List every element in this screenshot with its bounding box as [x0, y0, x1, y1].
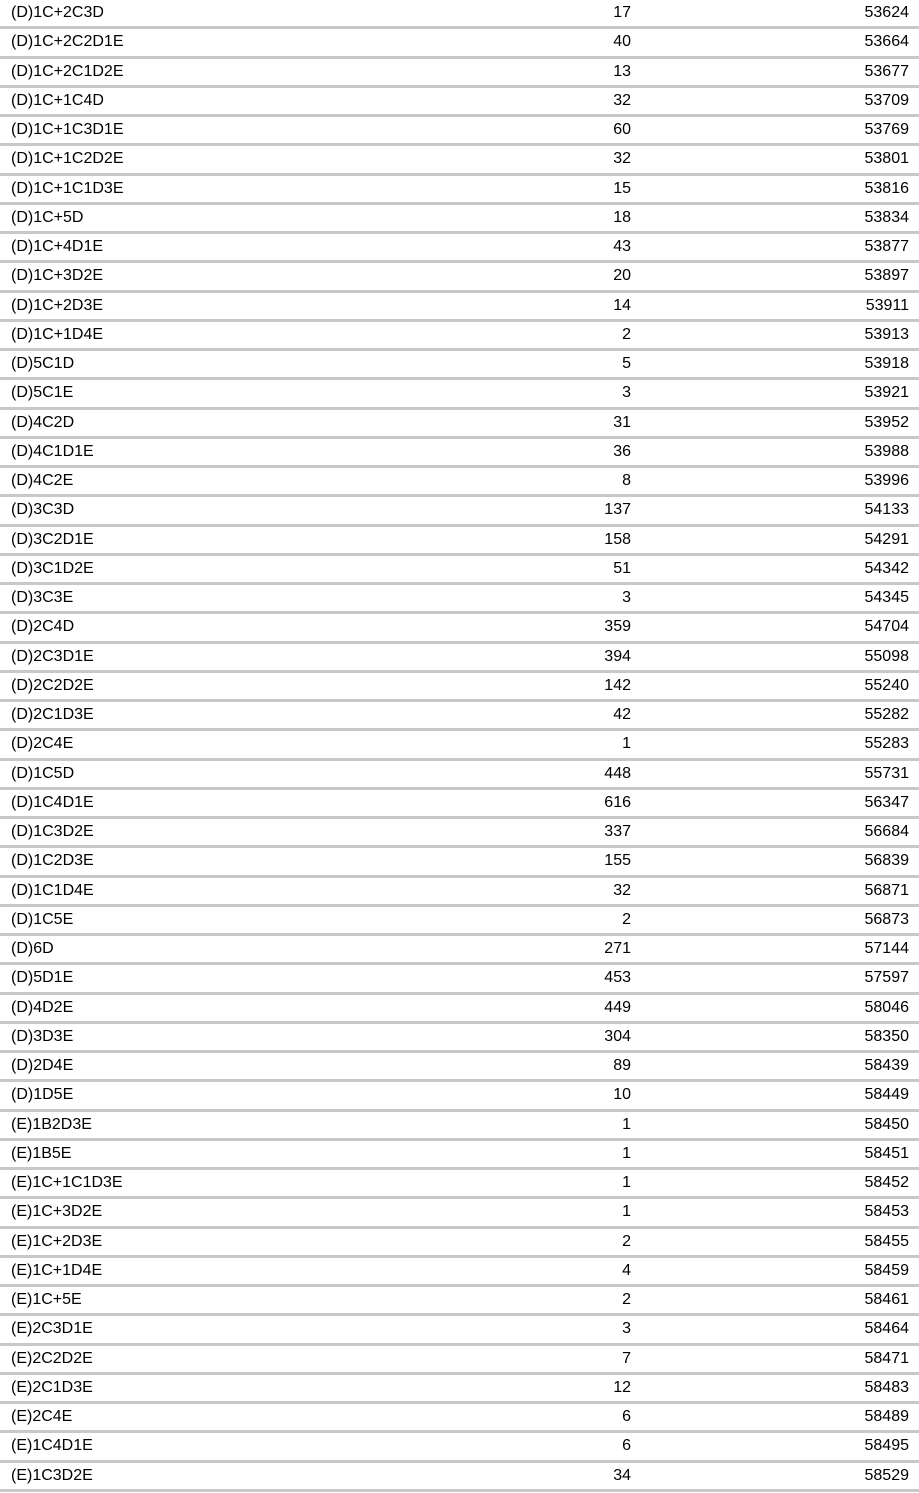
- row-count: 449: [531, 993, 631, 1022]
- row-name: (E)1B2D3E: [0, 1110, 531, 1139]
- table-row: [0, 1139, 919, 1168]
- row-name: (D)3C3E: [0, 584, 531, 613]
- row-cumulative: 58439: [631, 1052, 919, 1081]
- row-count: 34: [531, 1461, 631, 1490]
- row-cumulative: 53816: [631, 174, 919, 203]
- row-name: (D)2C1D3E: [0, 701, 531, 730]
- row-name: (E)1C+5E: [0, 1286, 531, 1315]
- table-row: [0, 1022, 919, 1051]
- row-count: 1: [531, 1139, 631, 1168]
- row-count: 1: [531, 1169, 631, 1198]
- row-count: 155: [531, 847, 631, 876]
- row-name: (D)1C+1C3D1E: [0, 116, 531, 145]
- row-cumulative: 53677: [631, 57, 919, 86]
- table-row: [0, 203, 919, 232]
- table-row: [0, 730, 919, 759]
- row-cumulative: 53877: [631, 233, 919, 262]
- table-row: [0, 262, 919, 291]
- row-cumulative: 54342: [631, 554, 919, 583]
- row-name: (D)1C2D3E: [0, 847, 531, 876]
- row-count: 8: [531, 467, 631, 496]
- row-count: 1: [531, 1110, 631, 1139]
- row-count: 1: [531, 730, 631, 759]
- row-cumulative: 58453: [631, 1198, 919, 1227]
- row-count: 359: [531, 613, 631, 642]
- row-count: 304: [531, 1022, 631, 1051]
- row-name: (D)1C4D1E: [0, 788, 531, 817]
- row-cumulative: 53996: [631, 467, 919, 496]
- table-row: [0, 701, 919, 730]
- row-name: (E)1C3D2E: [0, 1461, 531, 1490]
- row-name: (D)1C+2C1D2E: [0, 57, 531, 86]
- table-row: [0, 993, 919, 1022]
- table-row: [0, 1403, 919, 1432]
- row-name: (D)1C+4D1E: [0, 233, 531, 262]
- row-cumulative: 54345: [631, 584, 919, 613]
- row-name: (D)3C2D1E: [0, 525, 531, 554]
- table-row: [0, 1373, 919, 1402]
- row-name: (D)1C5E: [0, 905, 531, 934]
- table-row: [0, 935, 919, 964]
- row-count: 4: [531, 1256, 631, 1285]
- table-row: [0, 1315, 919, 1344]
- row-name: (D)4D2E: [0, 993, 531, 1022]
- row-count: 337: [531, 818, 631, 847]
- row-cumulative: 58464: [631, 1315, 919, 1344]
- row-name: (D)1C+2D3E: [0, 291, 531, 320]
- row-cumulative: 58046: [631, 993, 919, 1022]
- row-name: (D)4C2E: [0, 467, 531, 496]
- row-name: (D)6D: [0, 935, 531, 964]
- row-count: 2: [531, 1227, 631, 1256]
- row-cumulative: 54291: [631, 525, 919, 554]
- row-name: (D)1C+2C2D1E: [0, 28, 531, 57]
- row-count: 31: [531, 408, 631, 437]
- row-count: 453: [531, 964, 631, 993]
- row-count: 137: [531, 496, 631, 525]
- row-cumulative: 58459: [631, 1256, 919, 1285]
- row-cumulative: 53921: [631, 379, 919, 408]
- table-row: [0, 86, 919, 115]
- row-cumulative: 57144: [631, 935, 919, 964]
- table-row: [0, 0, 919, 28]
- row-cumulative: 58483: [631, 1373, 919, 1402]
- row-cumulative: 58529: [631, 1461, 919, 1490]
- row-cumulative: 53918: [631, 350, 919, 379]
- table-row: [0, 905, 919, 934]
- table-row: [0, 1461, 919, 1490]
- row-name: (E)2C3D1E: [0, 1315, 531, 1344]
- table-row: [0, 28, 919, 57]
- row-cumulative: 56839: [631, 847, 919, 876]
- table-row: [0, 759, 919, 788]
- row-count: 6: [531, 1403, 631, 1432]
- table-row: [0, 57, 919, 86]
- row-cumulative: 53801: [631, 145, 919, 174]
- row-count: 7: [531, 1344, 631, 1373]
- table-row: [0, 671, 919, 700]
- row-name: (D)2C3D1E: [0, 642, 531, 671]
- table-row: [0, 584, 919, 613]
- table-row: [0, 116, 919, 145]
- row-count: 12: [531, 1373, 631, 1402]
- row-count: 1: [531, 1198, 631, 1227]
- row-name: (E)2C1D3E: [0, 1373, 531, 1402]
- table-row: [0, 525, 919, 554]
- row-name: (E)1C+3D2E: [0, 1198, 531, 1227]
- row-count: 32: [531, 876, 631, 905]
- row-name: (D)1C+5D: [0, 203, 531, 232]
- row-cumulative: 53624: [631, 0, 919, 28]
- row-name: (E)1C+1D4E: [0, 1256, 531, 1285]
- row-count: 32: [531, 86, 631, 115]
- row-cumulative: 55731: [631, 759, 919, 788]
- row-count: 2: [531, 320, 631, 349]
- row-cumulative: 53664: [631, 28, 919, 57]
- row-name: (D)4C2D: [0, 408, 531, 437]
- row-cumulative: 58471: [631, 1344, 919, 1373]
- row-name: (D)5C1D: [0, 350, 531, 379]
- row-count: 17: [531, 0, 631, 28]
- row-count: 394: [531, 642, 631, 671]
- table-row: [0, 1432, 919, 1461]
- row-name: (E)1C4D1E: [0, 1432, 531, 1461]
- row-count: 10: [531, 1081, 631, 1110]
- row-count: 2: [531, 1286, 631, 1315]
- table-row: [0, 613, 919, 642]
- row-name: (D)2D4E: [0, 1052, 531, 1081]
- row-name: (E)1C+1C1D3E: [0, 1169, 531, 1198]
- table-row: [0, 1286, 919, 1315]
- row-name: (D)5D1E: [0, 964, 531, 993]
- row-cumulative: 53897: [631, 262, 919, 291]
- row-count: 18: [531, 203, 631, 232]
- row-name: (D)3C1D2E: [0, 554, 531, 583]
- row-count: 142: [531, 671, 631, 700]
- row-count: 448: [531, 759, 631, 788]
- table-row: [0, 876, 919, 905]
- row-name: (D)3C3D: [0, 496, 531, 525]
- table-row: [0, 818, 919, 847]
- row-cumulative: 58495: [631, 1432, 919, 1461]
- table-row: [0, 379, 919, 408]
- row-count: 14: [531, 291, 631, 320]
- row-cumulative: 54704: [631, 613, 919, 642]
- row-count: 42: [531, 701, 631, 730]
- row-count: 60: [531, 116, 631, 145]
- row-count: 5: [531, 350, 631, 379]
- row-count: 20: [531, 262, 631, 291]
- table-row: [0, 1344, 919, 1373]
- row-cumulative: 56684: [631, 818, 919, 847]
- row-cumulative: 58455: [631, 1227, 919, 1256]
- table-row: [0, 788, 919, 817]
- row-count: 6: [531, 1432, 631, 1461]
- row-cumulative: 58449: [631, 1081, 919, 1110]
- row-cumulative: 54133: [631, 496, 919, 525]
- row-count: 158: [531, 525, 631, 554]
- row-cumulative: 53709: [631, 86, 919, 115]
- row-count: 51: [531, 554, 631, 583]
- row-name: (D)1C1D4E: [0, 876, 531, 905]
- table-row: [0, 174, 919, 203]
- row-count: 36: [531, 437, 631, 466]
- table-row: [0, 642, 919, 671]
- row-cumulative: 58450: [631, 1110, 919, 1139]
- table-row: [0, 554, 919, 583]
- table-row: [0, 1110, 919, 1139]
- row-name: (E)1C+2D3E: [0, 1227, 531, 1256]
- row-name: (D)1D5E: [0, 1081, 531, 1110]
- row-cumulative: 58461: [631, 1286, 919, 1315]
- row-name: (D)1C+1D4E: [0, 320, 531, 349]
- row-count: 89: [531, 1052, 631, 1081]
- row-cumulative: 55240: [631, 671, 919, 700]
- row-count: 3: [531, 1315, 631, 1344]
- table-row: [0, 1198, 919, 1227]
- row-cumulative: 55282: [631, 701, 919, 730]
- row-cumulative: 53834: [631, 203, 919, 232]
- table-row: [0, 233, 919, 262]
- row-name: (D)2C4E: [0, 730, 531, 759]
- row-cumulative: 58489: [631, 1403, 919, 1432]
- row-cumulative: 53911: [631, 291, 919, 320]
- row-cumulative: 55098: [631, 642, 919, 671]
- row-cumulative: 53913: [631, 320, 919, 349]
- row-count: 43: [531, 233, 631, 262]
- row-count: 2: [531, 905, 631, 934]
- row-count: 40: [531, 28, 631, 57]
- row-cumulative: 58452: [631, 1169, 919, 1198]
- row-count: 15: [531, 174, 631, 203]
- table-row: [0, 1169, 919, 1198]
- row-count: 616: [531, 788, 631, 817]
- table-row: [0, 350, 919, 379]
- table-row: [0, 1081, 919, 1110]
- row-name: (D)1C5D: [0, 759, 531, 788]
- row-count: 3: [531, 584, 631, 613]
- table-row: [0, 1227, 919, 1256]
- row-name: (E)1B5E: [0, 1139, 531, 1168]
- row-name: (D)2C4D: [0, 613, 531, 642]
- row-cumulative: 56873: [631, 905, 919, 934]
- row-count: 3: [531, 379, 631, 408]
- row-cumulative: 53988: [631, 437, 919, 466]
- row-name: (D)1C+3D2E: [0, 262, 531, 291]
- table-row: [0, 437, 919, 466]
- table-row: [0, 145, 919, 174]
- row-cumulative: 56347: [631, 788, 919, 817]
- row-name: (E)2C4E: [0, 1403, 531, 1432]
- table-row: [0, 291, 919, 320]
- row-cumulative: 53769: [631, 116, 919, 145]
- table-row: [0, 964, 919, 993]
- table-row: [0, 1052, 919, 1081]
- row-name: (D)4C1D1E: [0, 437, 531, 466]
- row-name: (D)1C+1C4D: [0, 86, 531, 115]
- row-name: (D)2C2D2E: [0, 671, 531, 700]
- row-count: 32: [531, 145, 631, 174]
- row-name: (D)5C1E: [0, 379, 531, 408]
- row-name: (D)1C3D2E: [0, 818, 531, 847]
- table-row: [0, 1256, 919, 1285]
- row-count: 13: [531, 57, 631, 86]
- table-row: [0, 467, 919, 496]
- row-cumulative: 58451: [631, 1139, 919, 1168]
- table-row: [0, 496, 919, 525]
- row-cumulative: 58350: [631, 1022, 919, 1051]
- row-name: (D)1C+1C1D3E: [0, 174, 531, 203]
- row-cumulative: 56871: [631, 876, 919, 905]
- row-name: (D)1C+2C3D: [0, 0, 531, 28]
- row-cumulative: 57597: [631, 964, 919, 993]
- table-row: [0, 847, 919, 876]
- row-name: (E)2C2D2E: [0, 1344, 531, 1373]
- row-cumulative: 55283: [631, 730, 919, 759]
- row-name: (D)1C+1C2D2E: [0, 145, 531, 174]
- row-name: (D)3D3E: [0, 1022, 531, 1051]
- row-count: 271: [531, 935, 631, 964]
- row-cumulative: 53952: [631, 408, 919, 437]
- table-row: [0, 320, 919, 349]
- table-row: [0, 408, 919, 437]
